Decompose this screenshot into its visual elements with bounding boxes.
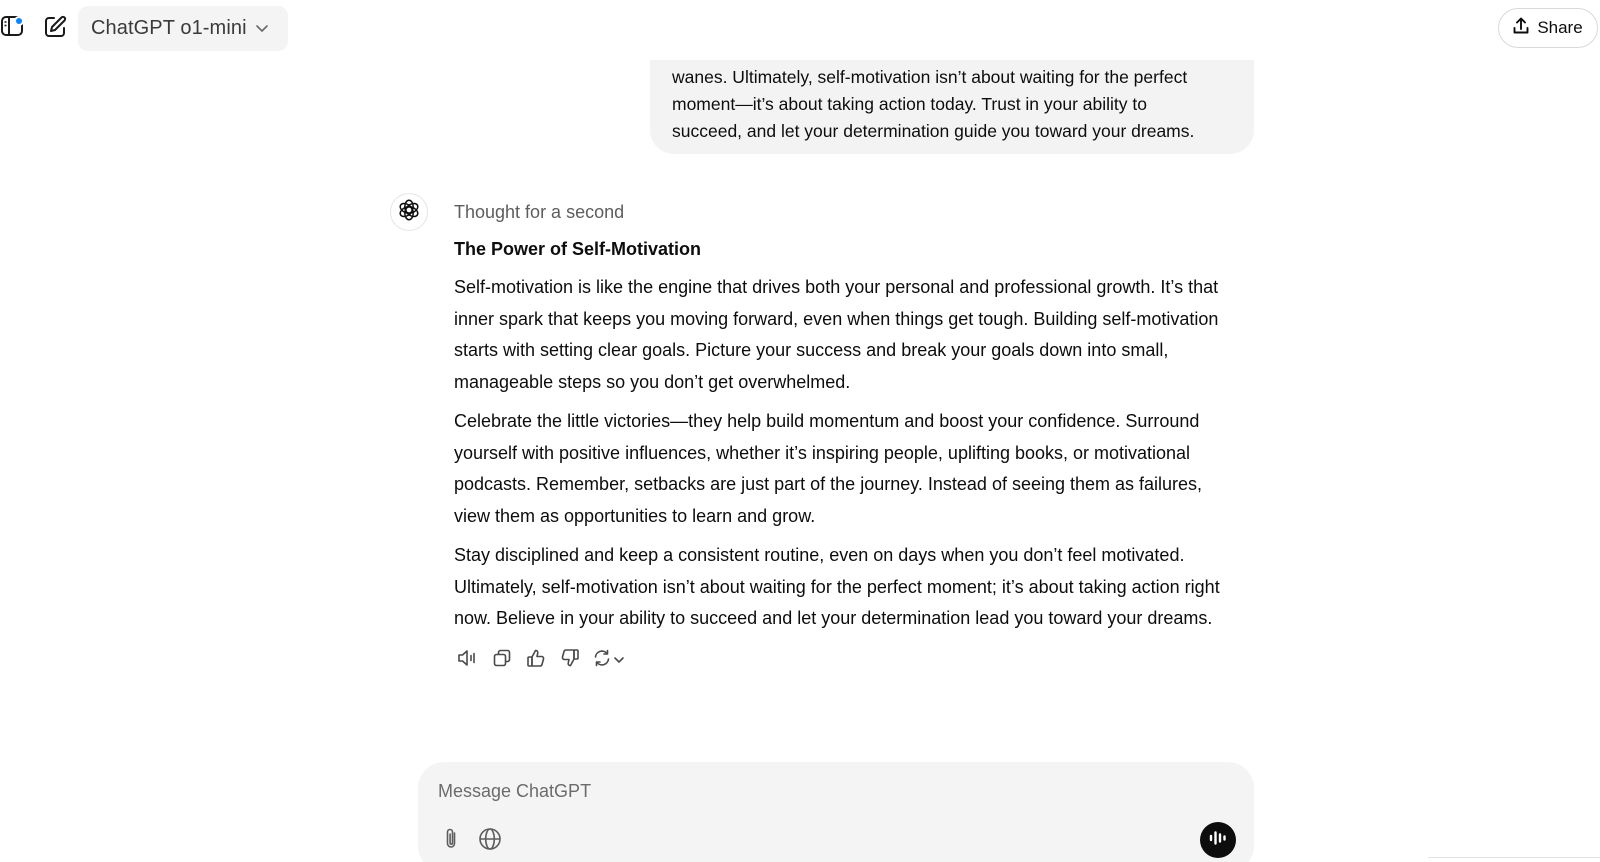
share-button[interactable] [1498,8,1598,48]
paragraph-line: Ultimately, self-motivation isn’t about waiting for the perfect moment; it’s about taking action right [454,576,1220,597]
sidebar-toggle-button[interactable] [0,14,26,42]
paragraph-line: view them as opportunities to learn and grow. [454,505,816,526]
copy-icon [492,648,512,673]
speaker-icon [457,648,479,673]
paragraph-line: yourself with positive influences, whether it’s inspiring people, uplifting books, or motivational [454,442,1191,463]
paragraph-line: inner spark that keeps you moving forward, even when things get tough. Building self-motivation [454,308,1219,329]
model-selector-dropdown[interactable] [78,6,288,51]
paragraph-line: Self-motivation is like the engine that drives both your personal and professional growth. It’s that [454,277,1219,297]
paragraph-line: podcasts. Remember, setbacks are just part of the journey. Instead of seeing them as failures, [454,474,1203,494]
regenerate-icon [592,648,612,673]
paragraph-line: now. Believe in your ability to succeed and let your determination lead you toward your dreams. [454,608,1213,628]
paragraph-line: manageable steps so you don’t get overwhelmed. [454,371,851,392]
paragraph-line: Stay disciplined and keep a consistent routine, even on days when you don’t feel motivated. [454,545,1185,565]
message-action-bar [454,647,1274,675]
thought-duration-toggle[interactable]: Thought for a second [454,202,625,222]
message-composer [418,762,1254,862]
response-paragraph [454,272,1274,398]
top-header [0,0,1600,58]
upload-icon [1513,17,1529,40]
compose-icon [43,15,67,44]
user-message-line: wanes. Ultimately, self-motivation isn’t about waiting for the perfect [672,67,1188,87]
divider [1428,857,1600,858]
bad-response-button[interactable] [556,647,584,675]
good-response-button[interactable] [522,647,550,675]
search-web-button[interactable] [475,826,505,856]
response-title: The Power of Self-Motivation [454,239,702,259]
response-paragraph [454,540,1274,635]
voice-waveform-icon [1208,830,1228,851]
chevron-down-icon [613,652,625,670]
openai-logo-icon [397,198,421,227]
read-aloud-button[interactable] [454,647,482,675]
new-chat-button[interactable] [40,14,70,44]
globe-icon [478,827,502,856]
attach-file-button[interactable] [436,826,466,856]
assistant-message [454,200,1274,675]
copy-button[interactable] [488,647,516,675]
response-paragraph [454,406,1274,532]
user-message-bubble [650,60,1254,154]
thumbs-down-icon [560,648,580,673]
assistant-avatar [390,193,428,231]
paragraph-line: starts with setting clear goals. Picture your success and break your goals down into small, [454,340,1169,360]
share-label: Share [1537,18,1583,37]
regenerate-button[interactable] [590,648,625,673]
notification-dot [14,16,24,26]
user-message-line: succeed, and let your determination guide you toward your dreams. [672,121,1195,141]
model-name: ChatGPT o1-mini [91,17,247,39]
thumbs-up-icon [526,648,546,673]
paragraph-line: Celebrate the little victories—they help build momentum and boost your confidence. Surround [454,411,1200,431]
user-message-line: moment—it’s about taking action today. Trust in your ability to [672,94,1148,114]
voice-mode-button[interactable] [1200,822,1236,858]
chevron-down-icon [255,20,269,38]
paperclip-icon [441,827,461,856]
message-input[interactable] [438,776,1138,806]
